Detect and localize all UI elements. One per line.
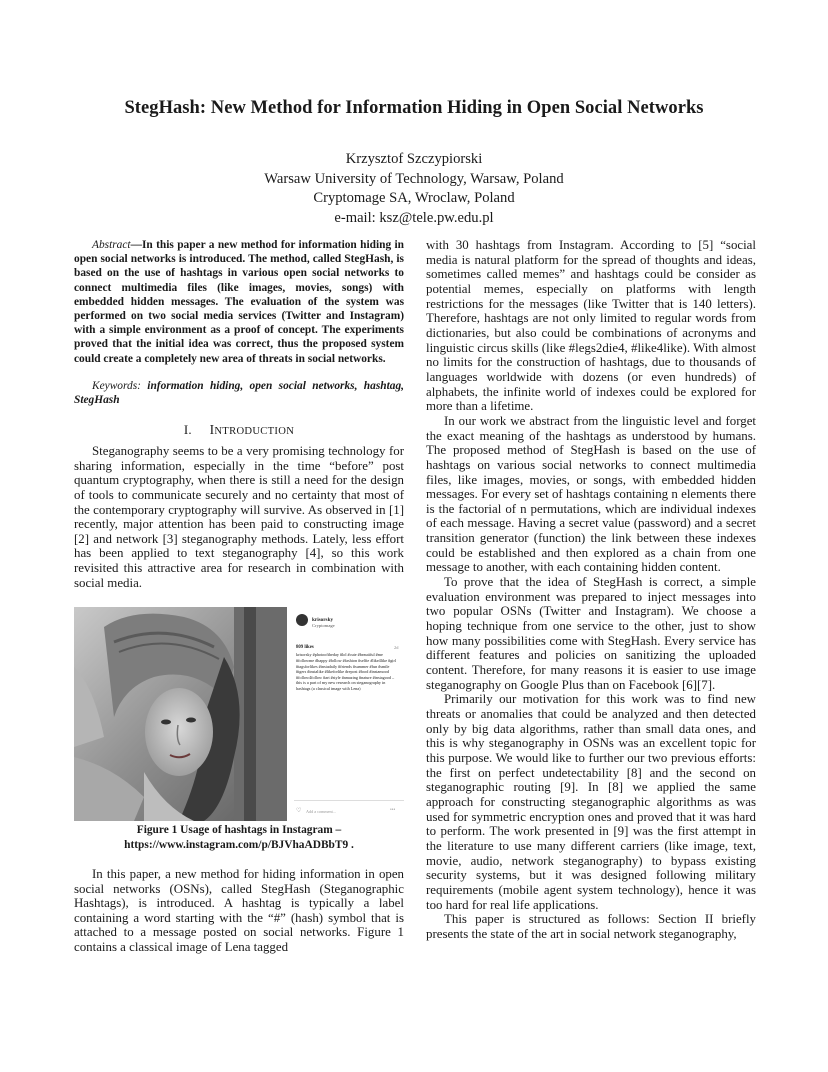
paper-title: StegHash: New Method for Information Hiding in Open Social Networks — [124, 98, 704, 118]
section-title-rest: NTRODUCTION — [214, 426, 295, 438]
author-block — [0, 150, 828, 229]
intro-paragraph-4: In our work we abstract from the linguistic level and forget the exact meaning of the hashtags as understood by humans. The proposed method of StegHash is based on the use of hashtags on various social networks to connect multimedia files, like images, movies, or songs, with embedded hidden messages. For every set of hashtags containing n elements there is the factorial of n permutations, which are individual indexes of each message. Having a secret value (password) and a secret transition generator (function) the link between these indexes could be established and then explored as a chain from one message to another, with each containing hidden content. — [426, 413, 756, 575]
intro-paragraph-1: Steganography seems to be a very promising technology for sharing information, especially in the time “before” post quantum cryptography, when there is still a need for the design of tools to communicate securely and no certainty that most of the contemporary cryptography will survive. As observed in [1] recently, major attention has been paid to constructing image [2] and network [3] steganography methods. Lately, less effort has been applied to text steganography [4], so this work revisited this attractive area for research in combination with social media. — [74, 443, 404, 590]
instagram-username: krisorsky — [312, 617, 334, 624]
author-name: Krzysztof Szczypiorski — [345, 151, 483, 167]
abstract-label: Abstract — [92, 239, 131, 251]
intro-paragraph-7: This paper is structured as follows: Section II briefly presents the state of the art in social network steganography, — [426, 912, 756, 941]
section-first-letter: I — [209, 422, 215, 438]
intro-paragraph-5: To prove that the idea of StegHash is correct, a simple evaluation environment was prepared to inject messages into two popular OSNs (Twitter and Instagram). We choose a hoping technique from one service to the other, just to show how many possibilities come with StegHash. Every service has different features and policies on sanitizing the uploaded content. Therefore, for many reasons it is easier to use image steganography on Google Plus than on Facebook [6][7]. — [426, 575, 756, 692]
intro-paragraph-2: In this paper, a new method for hiding information in open social networks (OSNs), called StegHash (Steganographic Hashtags), is introduced. A hashtag is typically a label containing a word starting with the “#” (hash) symbol that is attached to a message posted on social networks. Figure 1 contains a classical image of Lena tagged — [74, 866, 404, 955]
figure-caption — [74, 823, 404, 851]
instagram-likes: 809 likes — [296, 645, 314, 651]
abstract-text: —In this paper a new method for information hiding in open social networks is introduced. The method, called StegHash, is based on the use of hashtags in various open social networks to connect multimedia files (like images, movies, songs) with embedded hidden messages. The evaluation of the system was performed on two social media services (Twitter and Instagram) with a simple environment as a proof of concept. The experiments proved that the initial idea was correct, thus the proposed system could create a completely new area of threats in social networks. — [74, 239, 404, 365]
more-icon: ••• — [390, 808, 396, 814]
intro-paragraph-6: Primarily our motivation for this work was to find new threats or anomalies that could be analyzed and then detected only by big data algorithms, rather than small data ones, and this is why steganography in OSNs was an excellent topic for this purpose. We would like to further our two previous efforts: the first on perfect undetectability [8] and the second on steganographic routing [9]. In [8] we applied the same approach for constructing steganographic algorithms as was used for symmetric encryption ones and proved that it was hard to perform. The work presented in [9] was the first attempt in the literature to use many different carriers (like image, text, movie, audio, network steganography) to bypass existing security systems, but it was designed following military requirements (mobile agent system technology), hence it was too hard for real life applications. — [426, 692, 756, 912]
heart-icon: ♡ — [296, 808, 302, 815]
instagram-time: 2d — [394, 645, 399, 651]
abstract — [74, 238, 404, 366]
left-column — [74, 238, 404, 955]
lena-image — [74, 607, 287, 821]
section-number: I. — [183, 423, 192, 438]
intro-paragraph-3: with 30 hashtags from Instagram. According to [5] “social media is natural platform for the spread of thoughts and ideas, sometimes called memes” and hashtags could be consider as potential memes, especially on platforms with length restrictions for the messages (like Twitter that is 140 letters). Therefore, hashtags are not only limited to regular words from dictionaries, but also could be combinations of acronyms and linguistic circus skills (like #legs2die4, #like4like). With almost no limits for the construction of hashtags, due to thousands of languages worldwide with dozens (or even hundreds) of alphabets, the infinite world of indexes could be explored for more than a lifetime. — [426, 238, 756, 414]
figure-caption-line-1: Figure 1 Usage of hashtags in Instagram – — [136, 824, 342, 837]
instagram-caption: krisorsky #photooftheday #lol #cute #beautiful #me #followme #happy #follow #fashion #selfie #like4like #girl #tagsforlikes #instadaily #friends #summer #fun #smile #igers #instalike #likeforlike #repost #food #instamood #follow4follow #art #style #amazing #nature #instagood – this is a part of my new research on steganography in hashtags (a classical image with Lena) — [296, 652, 397, 692]
instagram-panel — [289, 607, 404, 821]
instagram-location: Cryptomage — [312, 623, 335, 629]
add-comment-placeholder: Add a comment... — [306, 809, 336, 815]
author-email: e-mail: ksz@tele.pw.edu.pl — [334, 210, 494, 227]
figure-caption-line-2: https://www.instagram.com/p/BJVhaADBbT9 . — [124, 838, 354, 851]
figure-1 — [74, 607, 404, 821]
keywords — [74, 379, 404, 407]
divider — [294, 800, 404, 801]
author-affiliation-2: Cryptomage SA, Wroclaw, Poland — [313, 190, 515, 207]
author-affiliation-1: Warsaw University of Technology, Warsaw, Poland — [264, 170, 564, 187]
keywords-label: Keywords: — [92, 379, 141, 392]
keywords-text: information hiding, open social networks, hashtag, StegHash — [74, 379, 404, 407]
right-column — [426, 238, 756, 942]
section-heading-introduction — [74, 423, 404, 440]
